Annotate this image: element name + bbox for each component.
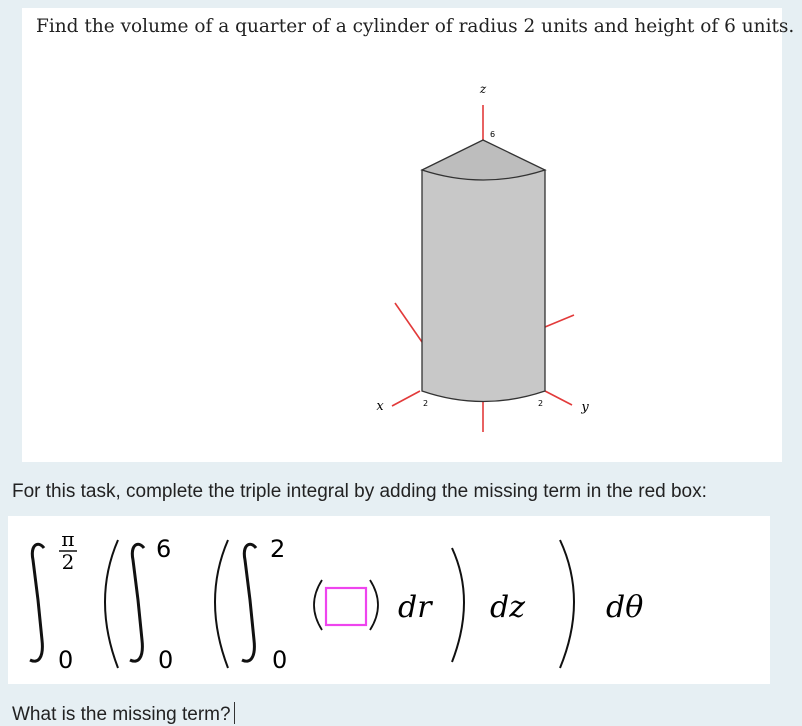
inner-lower-limit: 0: [272, 646, 288, 674]
middle-integral-sign: [130, 544, 144, 661]
inner-upper-limit: 2: [270, 535, 286, 563]
y-axis-label: y: [581, 400, 589, 415]
inner-integral-sign: [242, 544, 256, 661]
left-paren-inner: [314, 580, 322, 630]
differential-dz: dz: [490, 590, 526, 625]
instruction-text: For this task, complete the triple integral by adding the missing term in the red box:: [12, 481, 707, 502]
answer-prompt[interactable]: [12, 702, 235, 726]
outer-lower-limit: 0: [58, 646, 74, 674]
differential-dtheta: dθ: [606, 590, 644, 625]
middle-lower-limit: 0: [158, 646, 174, 674]
z-axis-label: z: [479, 82, 487, 96]
outer-upper-two: 2: [61, 550, 75, 574]
outer-integral-sign: [30, 544, 44, 661]
question-text: Find the volume of a quarter of a cylinder of radius 2 units and height of 6 units.: [36, 16, 795, 37]
right-paren-outer: [560, 540, 574, 668]
right-paren-inner: [370, 580, 378, 630]
outer-upper-pi: π: [61, 527, 75, 551]
right-paren-middle: [452, 548, 464, 662]
middle-upper-limit: 6: [156, 535, 172, 563]
missing-term-box[interactable]: [326, 588, 366, 625]
left-paren-middle: [215, 540, 228, 668]
left-paren-outer: [105, 540, 118, 668]
radius-label-y: 2: [538, 399, 544, 408]
prompt-text: What is the missing term?: [12, 704, 231, 725]
height-label: 6: [490, 130, 496, 139]
radius-label-x: 2: [423, 399, 429, 408]
x-axis-label: x: [376, 399, 384, 414]
text-caret: [234, 702, 236, 724]
differential-dr: dr: [398, 590, 432, 625]
